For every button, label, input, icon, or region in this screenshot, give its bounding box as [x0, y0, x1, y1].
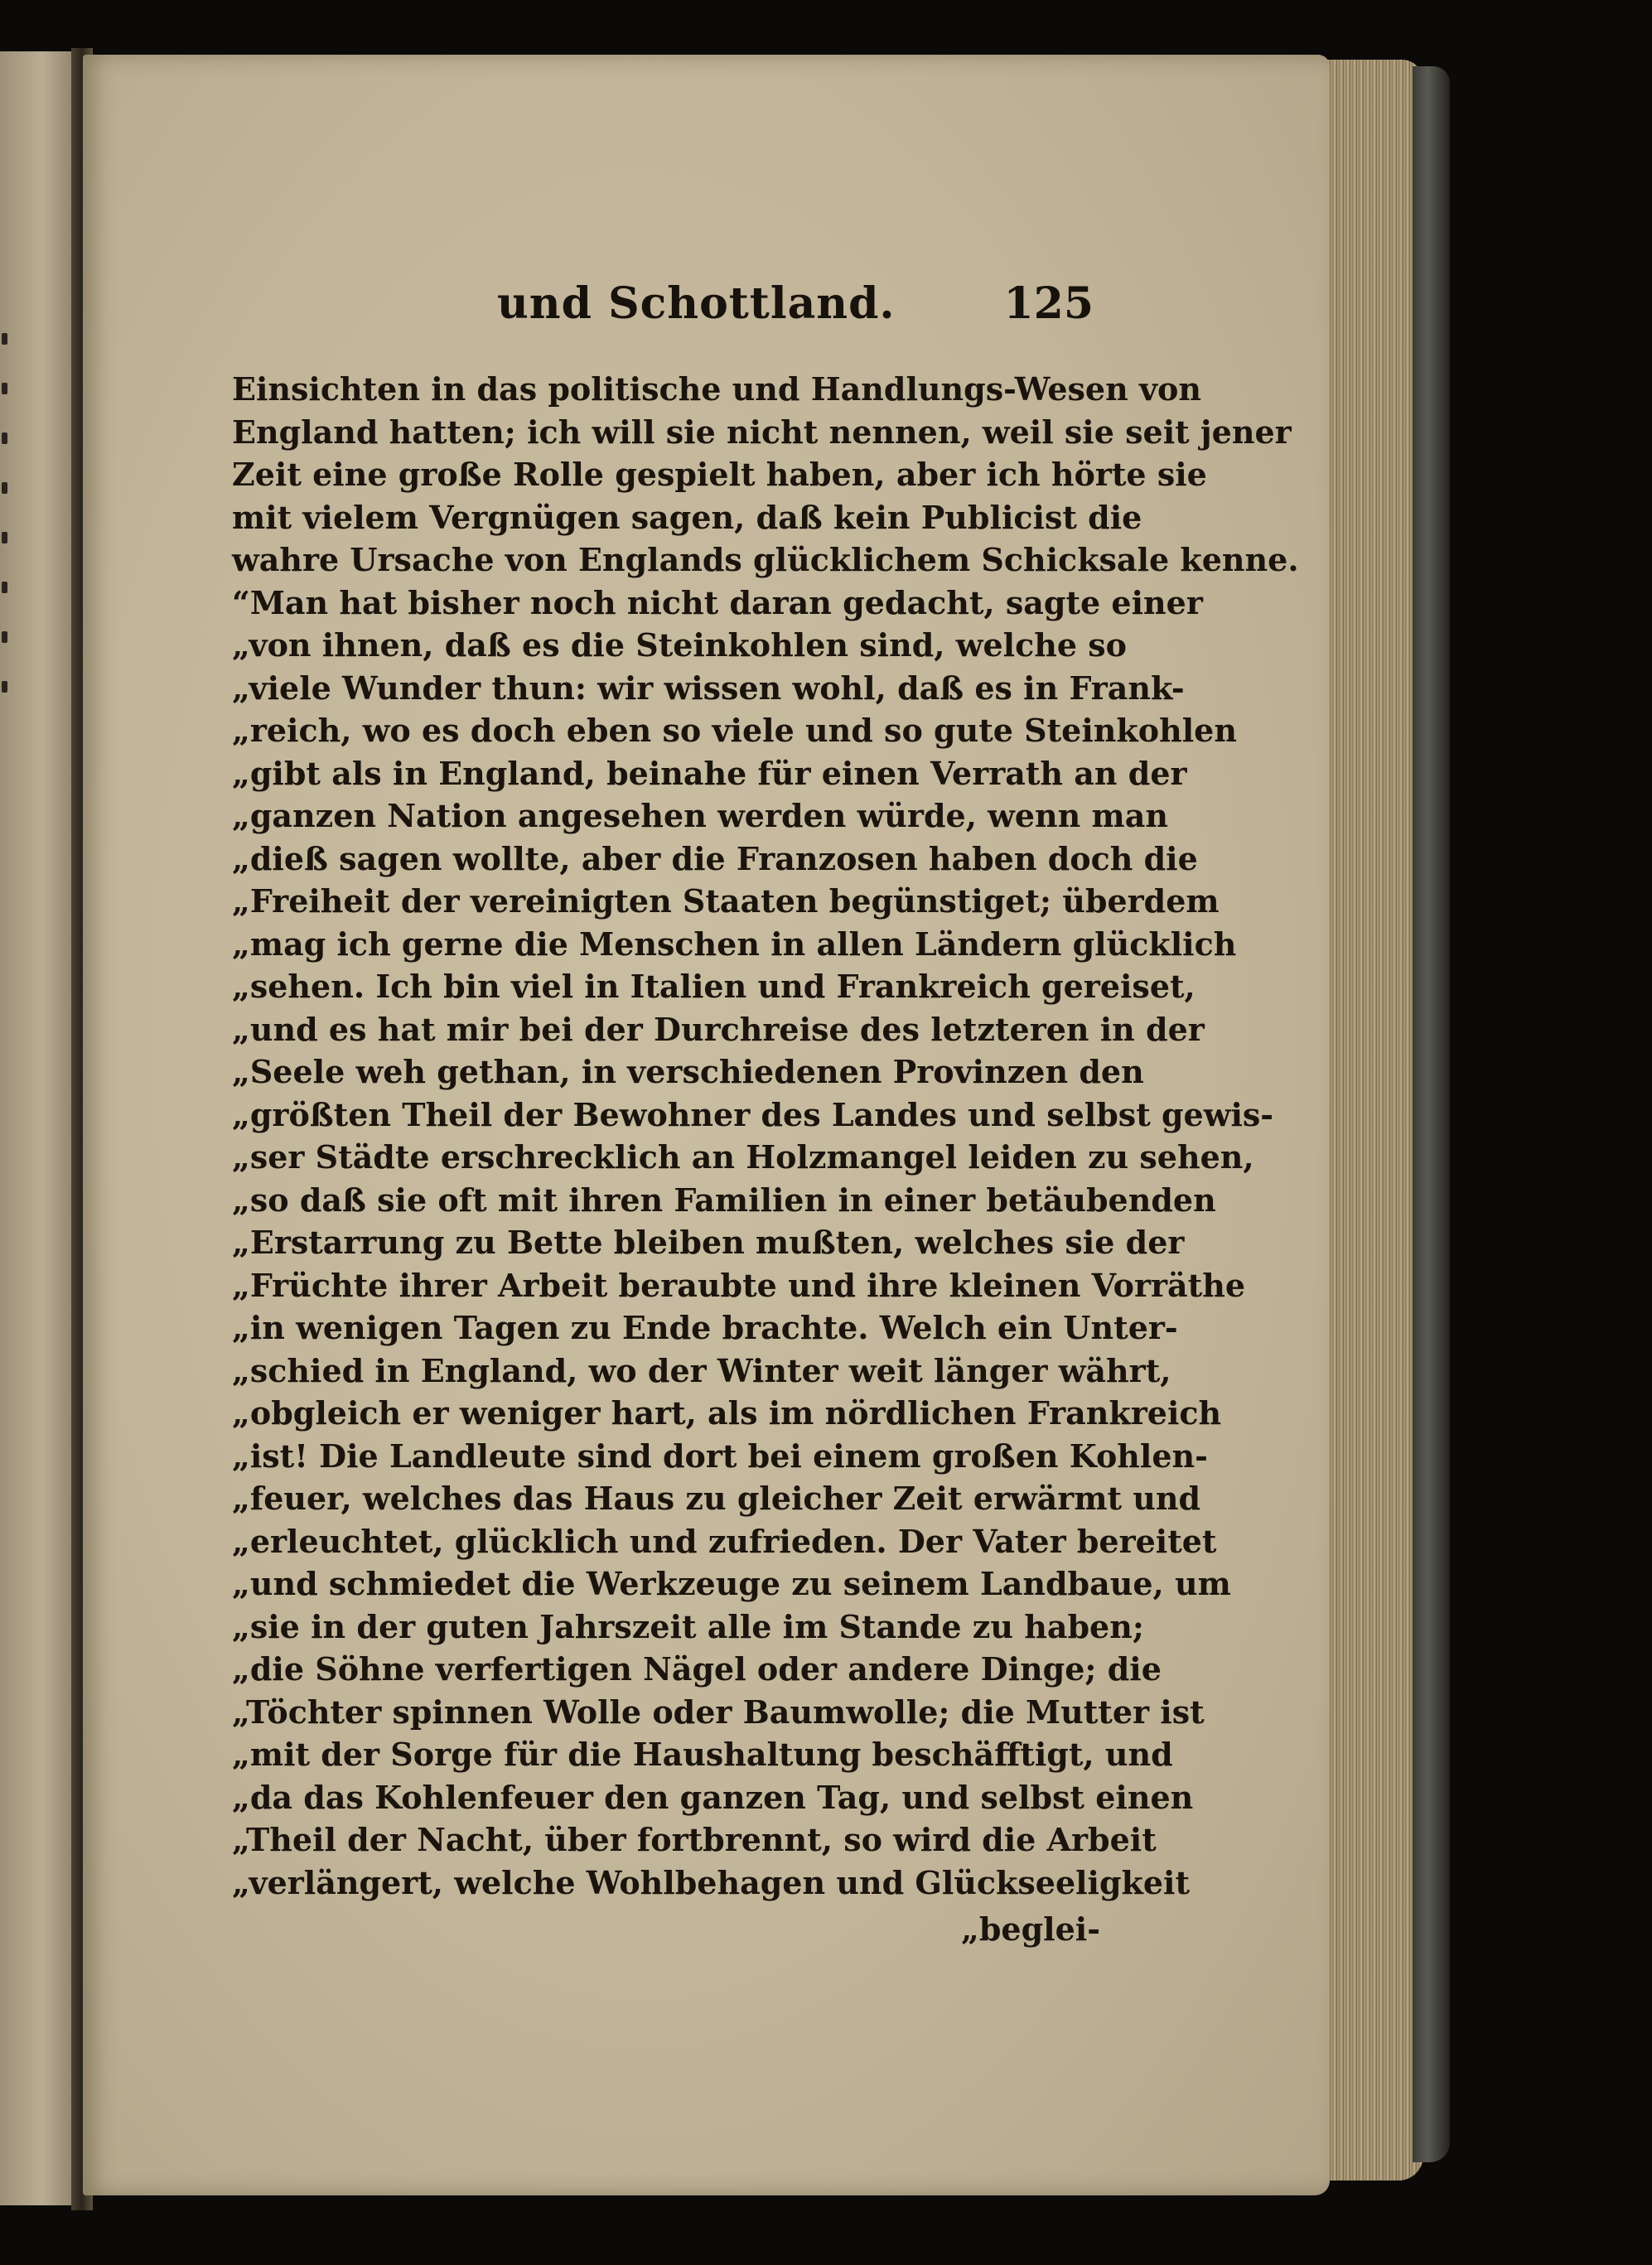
left-page-edge	[0, 51, 76, 2205]
text-line: „viele Wunder thun: wir wissen wohl, daß es in Frank-	[232, 669, 1185, 707]
text-line: „reich, wo es doch eben so viele und so gute Steinkohlen	[232, 712, 1237, 749]
text-line: „von ihnen, daß es die Steinkohlen sind, welche so	[232, 626, 1127, 664]
text-line: „die Söhne verfertigen Nägel oder andere Dinge; die	[232, 1650, 1162, 1688]
text-line: „dieß sagen wollte, aber die Franzosen haben doch die	[232, 839, 1198, 877]
text-line: „gibt als in England, beinahe für einen Verrath an der	[232, 754, 1187, 792]
text-line: „Freiheit der vereinigten Staaten begünstiget; überdem	[232, 882, 1220, 920]
text-line: „ser Städte erschrecklich an Holzmangel leiden zu sehen,	[232, 1138, 1254, 1176]
text-line: Einsichten in das politische und Handlungs-Wesen von	[232, 370, 1202, 408]
text-line: „in wenigen Tagen zu Ende brachte. Welch ein Unter-	[232, 1309, 1178, 1346]
text-line: „schied in England, wo der Winter weit länger währt,	[232, 1351, 1171, 1389]
text-line: „sie in der guten Jahrszeit alle im Stande zu haben;	[232, 1607, 1144, 1645]
page-edges	[1324, 60, 1423, 2180]
text-line: „mit der Sorge für die Haushaltung beschäfftigt, und	[232, 1736, 1173, 1773]
text-line: England hatten; ich will sie nicht nennen, weil sie seit jener	[232, 413, 1292, 451]
text-line: „Theil der Nacht, über fortbrennt, so wird die Arbeit	[232, 1821, 1157, 1858]
text-line: wahre Ursache von Englands glücklichem Schicksale kenne.	[232, 541, 1299, 578]
text-line: „mag ich gerne die Menschen in allen Ländern glücklich	[232, 925, 1237, 963]
catchword: „beglei-	[961, 1910, 1100, 1948]
text-line: „feuer, welches das Haus zu gleicher Zeit erwärmt und	[232, 1480, 1201, 1517]
text-line: „ist! Die Landleute sind dort bei einem großen Kohlen-	[232, 1437, 1208, 1475]
text-line: „erleuchtet, glücklich und zufrieden. Der Vater bereitet	[232, 1522, 1217, 1560]
page-number: 125	[1003, 278, 1094, 329]
text-line: „größten Theil der Bewohner des Landes und selbst gewis-	[232, 1095, 1274, 1133]
text-line: „ganzen Nation angesehen werden würde, wenn man	[232, 797, 1168, 834]
page-header	[497, 278, 1094, 353]
text-line: „verlängert, welche Wohlbehagen und Glückseeligkeit	[232, 1863, 1191, 1901]
running-title: und Schottland.	[497, 278, 896, 329]
text-line: Zeit eine große Rolle gespielt haben, aber ich hörte sie	[232, 456, 1207, 493]
text-line: „obgleich er weniger hart, als im nördlichen Frankreich	[232, 1394, 1222, 1432]
text-line: „Erstarrung zu Bette bleiben mußten, welches sie der	[232, 1224, 1185, 1261]
text-line: „da das Kohlenfeuer den ganzen Tag, und selbst einen	[232, 1778, 1194, 1816]
text-line: „und schmiedet die Werkzeuge zu seinem Landbaue, um	[232, 1565, 1231, 1602]
body-text	[232, 368, 1299, 1904]
text-line: „Früchte ihrer Arbeit beraubte und ihre kleinen Vorräthe	[232, 1266, 1246, 1304]
text-line: „Töchter spinnen Wolle oder Baumwolle; die Mutter ist	[232, 1693, 1205, 1731]
text-line: “Man hat bisher noch nicht daran gedacht, sagte einer	[232, 583, 1203, 621]
text-line: „und es hat mir bei der Durchreise des letzteren in der	[232, 1010, 1205, 1048]
text-line: „sehen. Ich bin viel in Italien und Frankreich gereiset,	[232, 968, 1196, 1005]
right-page	[83, 55, 1330, 2195]
book-spine	[1413, 66, 1450, 2162]
text-line: „so daß sie oft mit ihren Familien in einer betäubenden	[232, 1181, 1216, 1219]
text-line: mit vielem Vergnügen sagen, daß kein Publicist die	[232, 498, 1142, 536]
text-line: „Seele weh gethan, in verschiedenen Provinzen den	[232, 1053, 1144, 1090]
left-page-bleed-marks	[2, 333, 10, 764]
